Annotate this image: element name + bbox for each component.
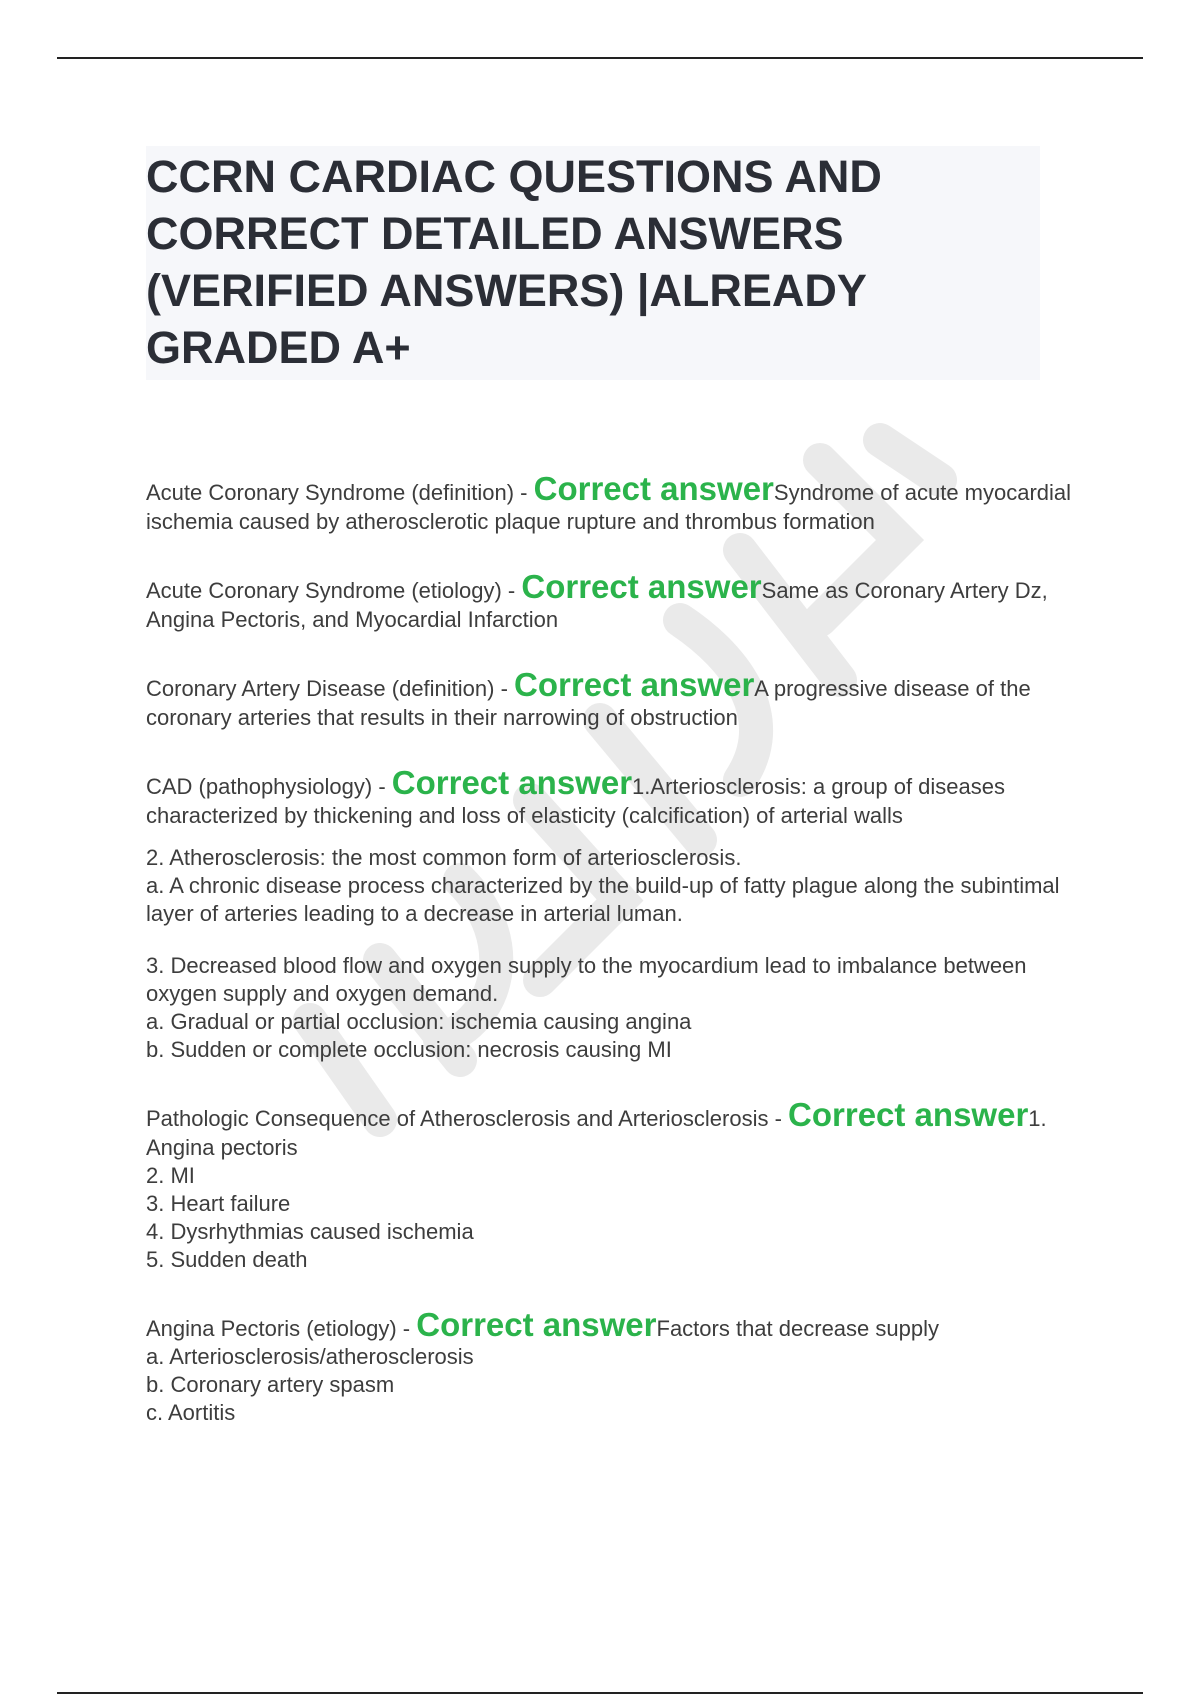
page-title: CCRN CARDIAC QUESTIONS AND CORRECT DETAILED ANSWERS (VERIFIED ANSWERS) |ALREADY GRADED A+ (146, 151, 882, 373)
question-text: Coronary Artery Disease (definition) - (146, 676, 515, 701)
answer-line: 4. Dysrhythmias caused ischemia (146, 1219, 474, 1244)
answer-text: Same as Coronary Artery Dz, Angina Pectoris, and Myocardial Infarction (146, 578, 1048, 632)
top-rule (57, 57, 1143, 59)
answer-text: 1.Arteriosclerosis: a group of diseases characterized by thickening and loss of elasticity (calcification) of arterial walls (146, 774, 1006, 828)
qa-item (146, 666, 1086, 732)
answer-line: a. A chronic disease process characterized by the build-up of fatty plague along the subintimal layer of arteries leading to a decrease in arterial luman. (146, 873, 1060, 926)
qa-item (146, 764, 1086, 1064)
question-text: Angina Pectoris (etiology) - (146, 1316, 417, 1341)
qa-item (146, 568, 1086, 634)
answer-text: Factors that decrease supply (656, 1316, 939, 1341)
answer-line: a. Gradual or partial occlusion: ischemia causing angina (146, 1009, 692, 1034)
answer-line: 5. Sudden death (146, 1247, 308, 1272)
question-text: Pathologic Consequence of Atherosclerosis and Arteriosclerosis - (146, 1106, 789, 1131)
correct-answer-label: Correct answer (788, 1096, 1029, 1133)
answer-line: 2. Atherosclerosis: the most common form of arteriosclerosis. (146, 845, 742, 870)
answer-line: 3. Decreased blood flow and oxygen supply to the myocardium lead to imbalance between oxygen supply and oxygen demand. (146, 953, 1027, 1006)
qa-list (146, 470, 1086, 1427)
title-block (146, 146, 1040, 380)
answer-paragraph (146, 844, 1086, 928)
qa-item (146, 470, 1086, 536)
answer-text: Syndrome of acute myocardial ischemia caused by atherosclerotic plaque rupture and thrombus formation (146, 480, 1072, 534)
correct-answer-label: Correct answer (391, 764, 633, 801)
answer-line: b. Coronary artery spasm (146, 1372, 395, 1397)
question-text: Acute Coronary Syndrome (definition) - (146, 480, 534, 505)
answer-text: 1. Angina pectoris (146, 1106, 1047, 1160)
answer-line: a. Arteriosclerosis/atherosclerosis (146, 1344, 474, 1369)
correct-answer-label: Correct answer (533, 470, 774, 507)
answer-paragraph (146, 952, 1086, 1064)
answer-text: A progressive disease of the coronary arteries that results in their narrowing of obstruction (146, 676, 1031, 730)
document-body (146, 146, 1086, 1463)
correct-answer-label: Correct answer (521, 568, 762, 605)
answer-line: 2. MI (146, 1163, 195, 1188)
question-text: Acute Coronary Syndrome (etiology) - (146, 578, 522, 603)
correct-answer-label: Correct answer (416, 1306, 657, 1343)
question-text: CAD (pathophysiology) - (146, 774, 392, 799)
answer-line: b. Sudden or complete occlusion: necrosis causing MI (146, 1037, 672, 1062)
bottom-rule (57, 1692, 1143, 1694)
answer-line: c. Aortitis (146, 1400, 236, 1425)
answer-line: 3. Heart failure (146, 1191, 291, 1216)
qa-item (146, 1096, 1086, 1274)
qa-item (146, 1306, 1086, 1427)
correct-answer-label: Correct answer (514, 666, 755, 703)
